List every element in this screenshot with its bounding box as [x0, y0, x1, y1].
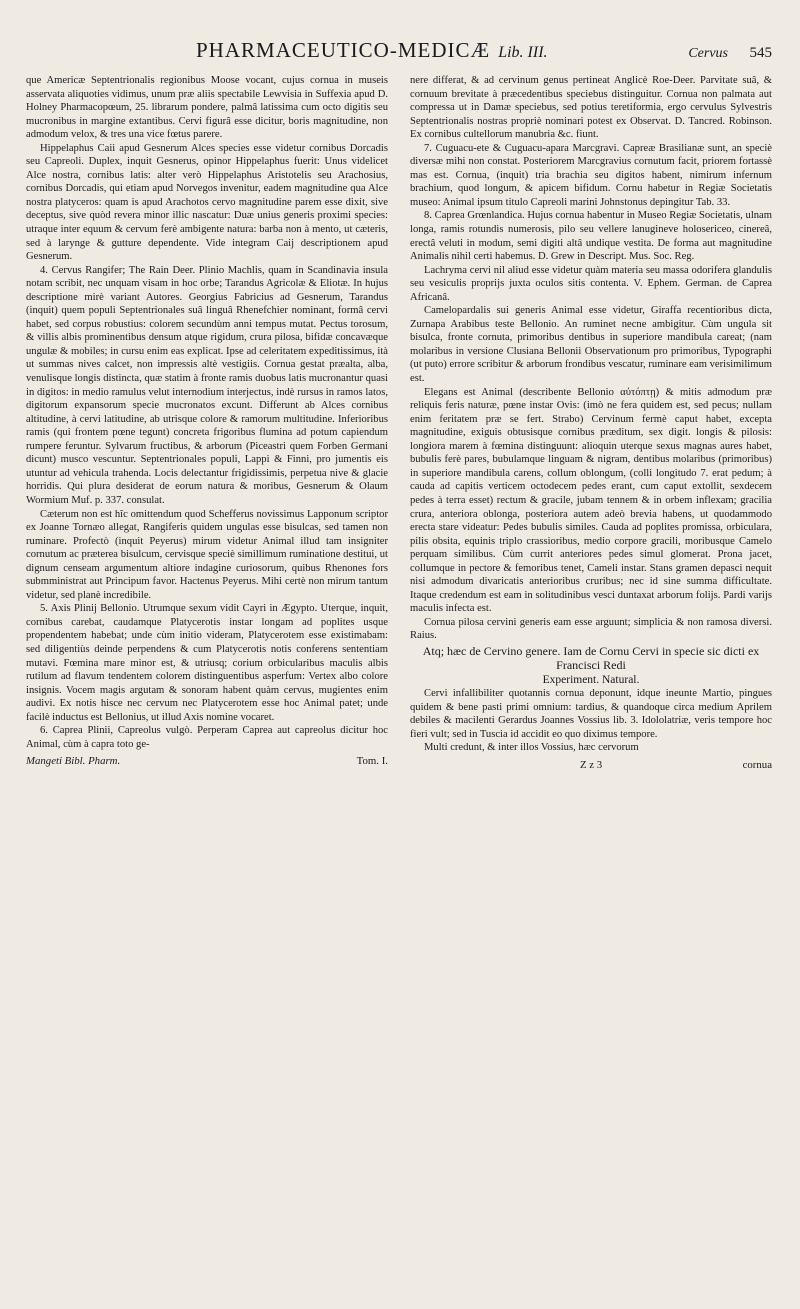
paragraph: Cæterum non est hîc omittendum quod Schefferus novissimus Lapponum scriptor ex Joanne Tornæo allegat, Rangiferis quidem ungulas esse bisulcas, sed tamen non ruminare. Profectò (inquit Peyerus) mirum videtur Animal illud tam insigniter cornutum ac præterea bisulcum, cervisque speciè simillimum ruminatione destitui, ut dignum censeam argumentum altiore indagine curiosorum, quibus Rhenones fors submministrat aut Principum favor. Hactenus Peyerus. Mihi certè non mirum tantum videtur, sed planè incredibile.: [26, 508, 388, 601]
paragraph: nere differat, & ad cervinum genus pertineat Anglicè Roe-Deer. Parvitate suâ, & cornuum brevitate à præcedentibus speciebus distinguitur. Cornua non palmata aut compressa ut in Damæ speciebus, sed potius teretiformia, ergo cervulus Sylvestris Septentrionalis nostras propriè nominari potest ex Observat. D. Tancred. Robinson. Ex cornibus cultellorum manubria &c. fiunt.: [410, 75, 772, 141]
paragraph: Multi credunt, & inter illos Vossius, hæc cervorum: [424, 742, 639, 754]
section-name: Cervus: [688, 46, 728, 61]
paragraph: Cervi infallibiliter quotannis cornua deponunt, idque ineunte Martio, pingues quidem & bene pasti primi omnium: tardius, & quandoque circa medium Aprilem debiles & macilenti Gerardus Joannes Vossius lib. 3. Idololatriæ, veris tempore hoc fieri vult; sed in Tuscia id accidit eo quo diximus tempore.: [410, 687, 772, 740]
section-subtitle: Experiment. Natural.: [542, 673, 640, 686]
right-column: [410, 74, 772, 1309]
page-header: [26, 38, 772, 74]
right-footer: [410, 759, 772, 773]
section-title: Atq; hæc de Cervino genere. Iam de Cornu Cervi in specie sic dicti ex Francisci Redi: [422, 643, 760, 672]
text-columns: [26, 74, 772, 1309]
paragraph: que Americæ Septentrionalis regionibus Moose vocant, cujus cornua in museis asservata aliquoties vidimus, unum præ aliis spectabile Lewvisia in Suffexia apud D. Holney Pharmacopœum, 25. librarum pondere, palmâ latissima cum octo digitis seu mucronibus in margine extantibus. Cervi figurâ esse dicitur, boris magnitudine, non admodum velox, & tres una vice fœtus parere.: [26, 75, 388, 141]
footer-signature: Mangeti Bibl. Pharm.: [26, 755, 121, 768]
paragraph: 8. Caprea Grœnlandica. Hujus cornua habentur in Museo Regiæ Societatis, ulnam longa, ramis rotundis numerosis, pilo seu vellere lanugineve holosericeo, cinereâ, erectâ veluti in modum, semi digiti altâ undique vestita. De forma aut magnitudine Animalis nihil certi habemus. D. Grew in Descript. Mus. Soc. Reg.: [410, 210, 772, 263]
paragraph: Lachryma cervi nil aliud esse videtur quàm materia seu massa odorifera glandulis seu vesiculis proprijs juxta oculos sitis contenta. V. Ephem. German. de Caprea Africanâ.: [410, 264, 772, 303]
paragraph: Elegans est Animal (describente Bellonio αὐτόπτῃ) & mitis admodum præ reliquis feris naturæ, pœne instar Ovis: (imò ne fera quidem est, sed pecus; nullam enim feritatem præ se fert. Strabo) Cervinum fermè caput habet, excepta magnitudine, exiguis obtusisque cornibus præditum, sex digit. longis & pilosis: longiora marem à fœmina distinguunt: alioquin uterque sexus magnas aures habet, bubulis ferè pares, bubulamque linguam & nigram, dentibus molaribus (primoribus) in superiore mandibula carens, collum oblongum, (colli longitudo 7. erat pedum; à cauda ad capitis verticem octodecem pedes erant, cum caput extollit, sexdecem pedes à terra esset) rectum & gracile, jubam tennem & in orbem inflexam; gracilia crura, anteriora oblonga, posteriora autem adeò brevia habens, ut quodammodo erecta stare videatur: Pedes bubulis similes. Cauda ad poplites promissa, orbiculara, pilis obsita, equinis triplo crassioribus, medio corpore gracili, moribusque Camelo perquam similibus. Cùm currit anteriores pedes simul glomerat. Prona jacet, collumque in pectore & femoribus tenet, Cameli instar. Stans gramen depasci nequit nisi admodum divaricatis anterioribus cruribus; nec id sine summa difficultate. Itaque credendum est eam in solitudinibus vesci duntaxat arborum folijs. Pardi varijs maculis infecta est.: [410, 386, 772, 615]
paragraph: Cornua pilosa cervini generis eam esse arguunt; simplicia & non ramosa diversi. Raius.: [410, 616, 772, 642]
paragraph: 6. Caprea Plinii, Capreolus vulgò. Perperam Caprea aut capreolus dicitur hoc Animal, cùm à capra toto ge-: [26, 725, 388, 750]
running-head: PHARMACEUTICO-MEDICÆ: [196, 38, 491, 62]
section-label: [688, 45, 772, 62]
footer-signature: Z z 3: [580, 758, 603, 771]
paragraph: Hippelaphus Caii apud Gesnerum Alces species esse videtur cornibus Dorcadis seu Capreoli. Duplex, inquit Gesnerus, opinor Hippelaphus fuerit: Unus videlicet Alce nostra, cornibus latis: alter verò Hippelaphus Aristotelis seu Arachosius, cornibus Dorcadis, qui etiam apud Norvegos invenitur, eadem magnitudine qua Alce nostra platyceros: quam is apud Arachotos cervo magnitudine parem esse dixit, sive deceptus, sive quòd revera minor illic nascatur: Duæ unius generis proximi species: utraque inter equum & cervum ferè ambigente natura: barba non à mento, ut cæteris, sed à larynge & gutture dependente. Vide integram Caij descriptionem apud Gesnerum.: [26, 142, 388, 263]
paragraph: 5. Axis Plinij Bellonio. Utrumque sexum vidit Cayri in Ægypto. Uterque, inquit, cornibus carebat, caudamque Platycerotis instar longam ad poplites usque propendentem habebat; unde cùm initio videram, Platycerotem esse existimabam: sed diligentiùs deinde perpendens & cum Platycerotis notis conferens sententiam mutavi. Fœmina mare minor est, & utriusq; corium orbicularibus maculis albis rutilum ad flavum tendentem colorem distinguentibus asperfum: Vertex albo colore insignis. Vocem magis argutam & sonoram habent quàm cervus, mugientes enim audivi. Ex notis hisce nec cervum nec Platycerotem esse hoc Animal patet; unde facilè inductus est Bellonius, ut illud Axis nomine vocaret.: [26, 603, 388, 723]
left-column: [26, 74, 388, 1309]
page-number: 545: [749, 45, 772, 61]
paragraph: 4. Cervus Rangifer; The Rain Deer. Plinio Machlis, quam in Scandinavia insula notam scribit, nec unquam visam in hoc orbe; Tarandus Agricolæ & Eliotæ. In hujus descriptione mirè variant Autores. Georgius Fabricius ad Gesnerum, Tarandus (inquit) quem populi Septentrionales suâ linguâ Rhenefchier nominant, formâ cervi habet, sed corpus robustius: colorem secundùm anni tempus mutat. Pectus torosum, & villis albis prominentibus densum atque rigidum, crura pilosa, bifidæ concavæque ungulæ & mobiles; in cursu enim eas explicat. Ipse ad celeritatem expeditissimus, ità ut summas nives calcet, non impressis altè vestigiis. Cornua gestat præalta, alba, venulisque longis distincta, quæ statim à fronte ramis duobus latis mucronantur quasi in digitos: in medio ramulus velut internodium interjectus, indè rursus in ramos latos, digitorum expansorum specie mucronatos excunt. Differunt ab Alces cornibus altitudine, à cervi latitudine, ab utrisque colore & ramorum multitudine. Inferioribus ramis (qui frontem pœne tegunt) concreta frigoribus flumina ad potum capiendum rumpere feruntur. Sylvarum fructibus, & arborum (Piceastri quem Forben Germani dicunt) musco vescuntur. Septentrionales populi, Lappi & Finni, pro jumentis eis utuntur ad vehicula trahenda. Locis delectantur frigidissimis, perpetua nive & glacie horridis. Qui plura desiderat de eorum natura & moribus, Gesnerum & Olaum Wormium Muf. p. 337. consulat.: [26, 264, 388, 506]
left-footer: [26, 755, 388, 769]
footer-catchword: cornua: [742, 758, 772, 771]
footer-volume: Tom. I.: [356, 755, 388, 768]
book-number: Lib. III.: [498, 44, 548, 61]
paragraph: Camelopardalis sui generis Animal esse videtur, Giraffa recentioribus dicta, Zurnapa Arabibus teste Bellonio. An ruminet necne ambigitur. Cùm ungula sit bisulca, fronte cornuta, primoribus dentibus in superiore mandibula careat; (nam molaribus in versione Clusiana Bellonii Observationum pro primoribus, Typographi (ut puto) errore scribitur & arborum frondibus vescatur, ruminare eam verisimilimum est.: [410, 305, 772, 385]
paragraph: 7. Cuguacu-ete & Cuguacu-apara Marcgravi. Capreæ Brasilianæ sunt, an speciè diversæ mihi non constat. Posteriorem Marcgravius cornutum facit, priorem fortassè mas est. Cornua, (inquit) tria brachia seu digitos habent, nimirum infernum brachium, quod longum, & apicem bifidum. Cornu habetur in Regiæ Societatis museo: Animal ipsum titulo Capreoli marini Johnstonus depingitur Tab. 33.: [410, 142, 772, 208]
